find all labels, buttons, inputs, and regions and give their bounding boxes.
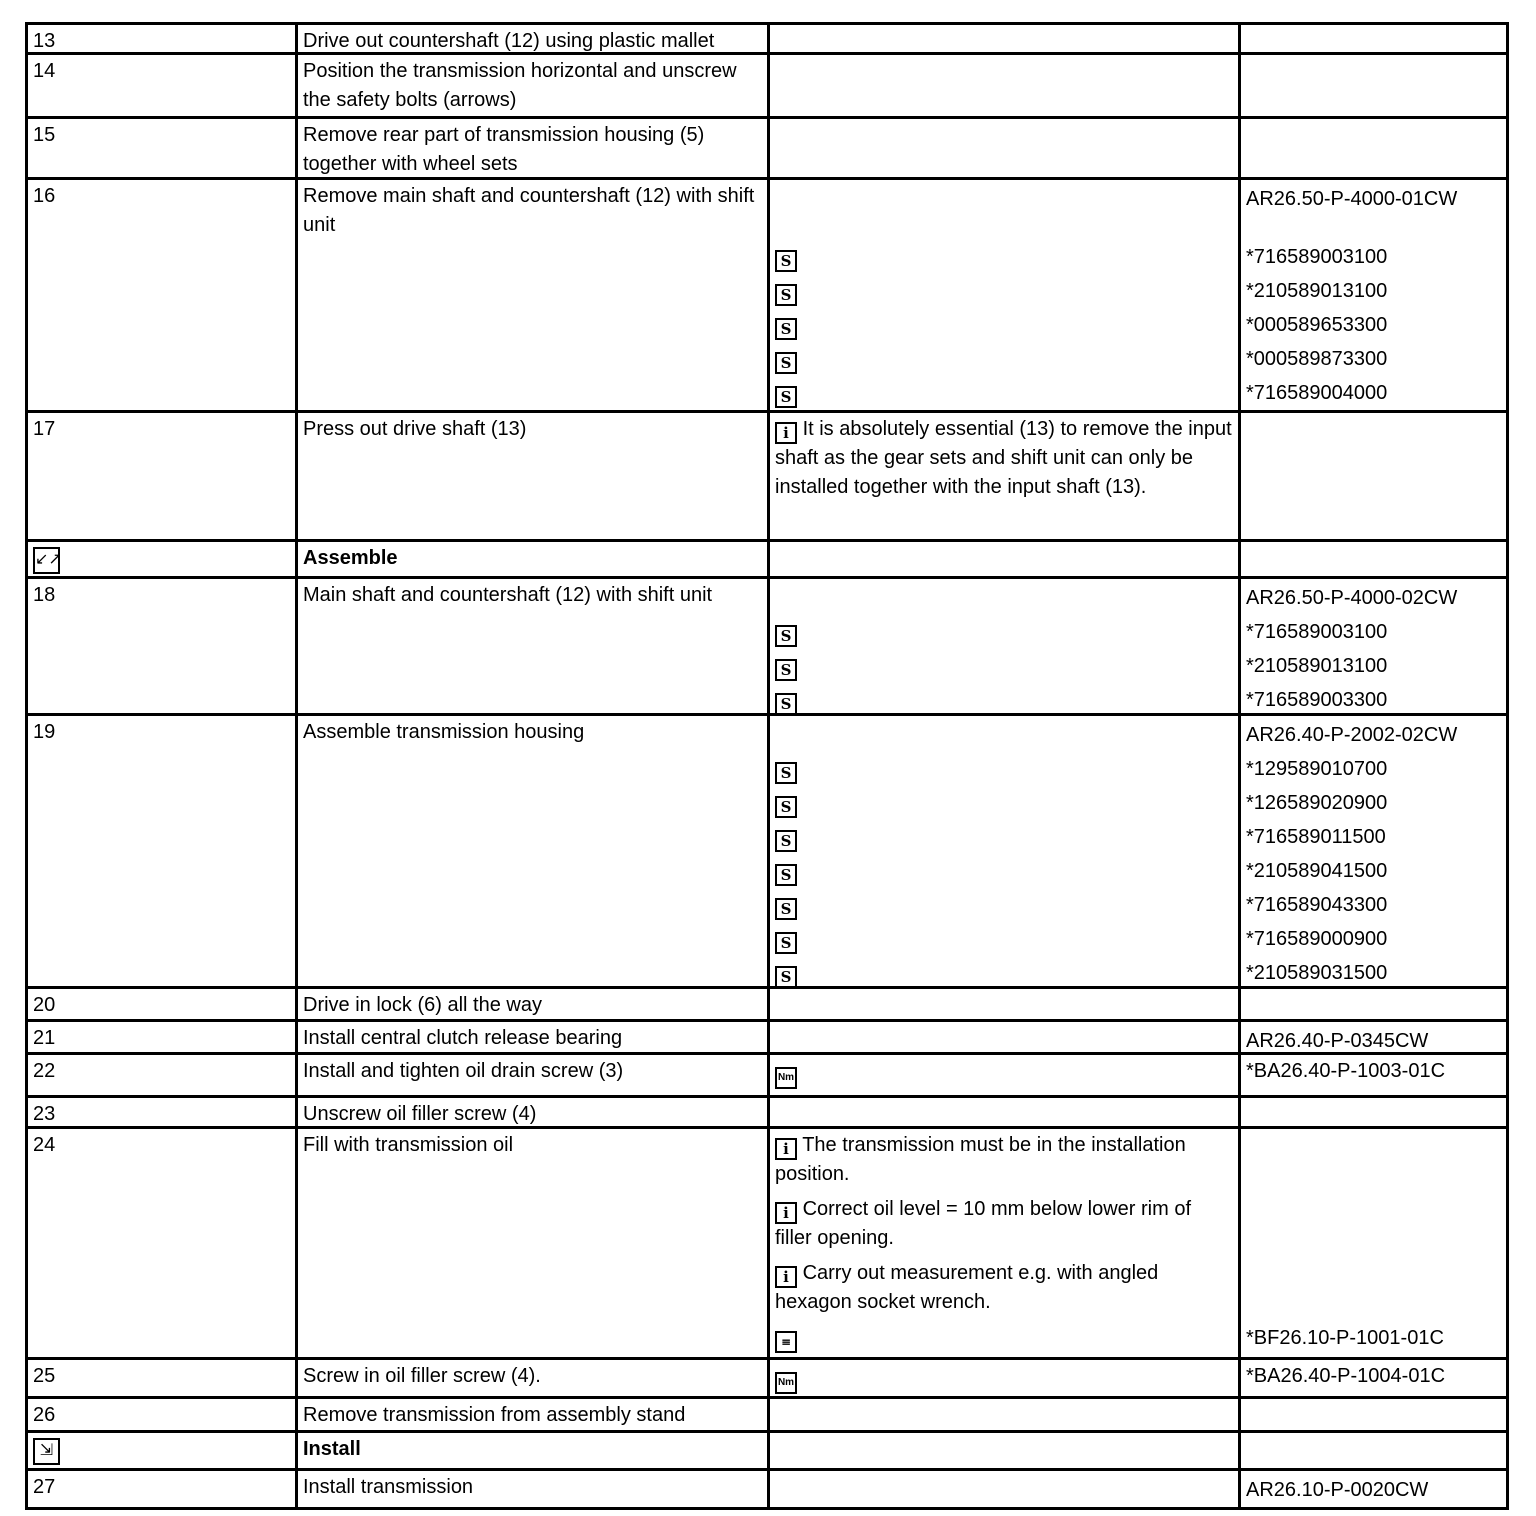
tool-number: *000589873300 [1246,348,1388,370]
reference-code: AR26.10-P-0020CW [1246,1479,1429,1501]
notes-cell [767,1022,1238,1052]
description-cell [295,989,767,1019]
special-tool-icon: S [775,386,797,408]
step-number: 21 [33,1027,56,1049]
tool-number: *716589003100 [1246,246,1388,268]
step-description: Drive in lock (6) all the way [303,994,542,1016]
step-cell [25,180,295,410]
step-description: Unscrew oil filler screw (4) [303,1103,537,1125]
description-cell [295,579,767,713]
step-number: 14 [33,60,56,82]
special-tool-icon: S [775,625,797,647]
reference-cell [1238,25,1509,52]
description-cell [295,542,767,576]
notes-cell [767,1433,1238,1468]
notes-cell [767,25,1238,52]
notes-cell [767,1399,1238,1430]
special-tool-icon: S [775,250,797,272]
step-number: 18 [33,584,56,606]
info-icon: i [775,1138,797,1160]
reference-cell [1238,1129,1509,1357]
description-cell [295,1055,767,1095]
note-text: The transmission must be in the installation position. [775,1134,1186,1185]
step-cell [25,1098,295,1126]
torque-spec: *BA26.40-P-1003-01C [1246,1060,1446,1082]
note-text: Correct oil level = 10 mm below lower rim of filler opening. [775,1198,1192,1249]
step-description: Screw in oil filler screw (4). [303,1365,541,1387]
procedure-table [25,22,1509,1510]
special-tool-icon: S [775,796,797,818]
special-tool-icon: S [775,762,797,784]
table-row [25,716,1509,989]
notes-cell [767,542,1238,576]
description-cell [295,180,767,410]
description-cell [295,119,767,177]
notes-cell [767,1098,1238,1126]
step-cell [25,1129,295,1357]
reference-cell [1238,716,1509,986]
step-cell [25,716,295,986]
step-description: Remove transmission from assembly stand [303,1404,686,1426]
tool-number: *210589031500 [1246,962,1388,984]
step-cell [25,1471,295,1507]
assemble-arrows-icon: ↙↗ [33,547,60,574]
reference-cell [1238,1360,1509,1396]
table-row [25,413,1509,542]
special-tool-icon: S [775,352,797,374]
info-icon: i [775,1266,797,1288]
step-description: Remove main shaft and countershaft (12) with shift unit [303,185,755,236]
step-description: Install transmission [303,1476,474,1498]
table-row [25,1098,1509,1129]
step-cell [25,989,295,1019]
step-cell [25,119,295,177]
reference-cell [1238,1471,1509,1507]
description-cell [295,1471,767,1507]
special-tool-icon: S [775,864,797,886]
step-cell [25,1433,295,1468]
reference-cell [1238,579,1509,713]
step-description: Remove rear part of transmission housing (5) together with wheel sets [303,124,705,175]
description-cell [295,1129,767,1357]
step-cell [25,55,295,116]
reference-cell [1238,413,1509,539]
special-tool-icon: S [775,318,797,340]
table-row [25,119,1509,180]
step-number: 26 [33,1404,56,1426]
tool-number: *126589020900 [1246,792,1388,814]
step-number: 16 [33,185,56,207]
info-icon: i [775,1202,797,1224]
step-number: 23 [33,1103,56,1125]
reference-cell [1238,55,1509,116]
step-description: Press out drive shaft (13) [303,418,527,440]
notes-cell [767,55,1238,116]
special-tool-icon: S [775,898,797,920]
notes-cell [767,1360,1238,1396]
step-cell [25,542,295,576]
special-tool-icon: S [775,659,797,681]
description-cell [295,1433,767,1468]
step-cell [25,1399,295,1430]
reference-cell [1238,989,1509,1019]
notes-cell [767,180,1238,410]
step-cell [25,1055,295,1095]
tool-number: *716589043300 [1246,894,1388,916]
tool-number: *716589003300 [1246,689,1388,711]
step-number: 24 [33,1134,56,1156]
torque-icon: Nm [775,1372,797,1394]
step-description: Install [303,1438,361,1460]
description-cell [295,1360,767,1396]
reference-cell [1238,1022,1509,1052]
table-row [25,55,1509,119]
reference-cell [1238,1433,1509,1468]
tool-number: *716589000900 [1246,928,1388,950]
table-row [25,1399,1509,1433]
notes-cell [767,413,1238,539]
special-tool-icon: S [775,830,797,852]
reference-code: AR26.50-P-4000-01CW [1246,188,1458,210]
notes-cell [767,1471,1238,1507]
description-cell [295,1022,767,1052]
tool-number: *716589004000 [1246,382,1388,404]
reference-cell [1238,1055,1509,1095]
fluid-icon: ≡ [775,1331,797,1353]
step-cell [25,1022,295,1052]
step-number: 25 [33,1365,56,1387]
info-icon: i [775,422,797,444]
tool-number: *000589653300 [1246,314,1388,336]
step-cell [25,579,295,713]
tool-number: *210589013100 [1246,655,1388,677]
step-number: 27 [33,1476,56,1498]
notes-cell [767,1055,1238,1095]
install-arrows-icon: ⇲ [33,1438,60,1465]
table-row [25,1360,1509,1399]
step-description: Main shaft and countershaft (12) with shift unit [303,584,713,606]
step-number: 20 [33,994,56,1016]
step-description: Fill with transmission oil [303,1134,514,1156]
torque-icon: Nm [775,1067,797,1089]
table-row [25,579,1509,716]
description-cell [295,716,767,986]
special-tool-icon: S [775,932,797,954]
notes-cell [767,716,1238,986]
step-description: Install and tighten oil drain screw (3) [303,1060,624,1082]
tool-number: *210589041500 [1246,860,1388,882]
description-cell [295,1399,767,1430]
step-number: 19 [33,721,56,743]
table-row [25,542,1509,579]
special-tool-icon: S [775,966,797,986]
step-cell [25,25,295,52]
notes-cell [767,119,1238,177]
step-description: Install central clutch release bearing [303,1027,623,1049]
description-cell [295,55,767,116]
step-description: Assemble transmission housing [303,721,585,743]
tool-number: *129589010700 [1246,758,1388,780]
tool-number: *716589011500 [1246,826,1386,848]
tool-number: *716589003100 [1246,621,1388,643]
description-cell [295,1098,767,1126]
step-number: 17 [33,418,56,440]
table-row [25,1129,1509,1360]
step-number: 22 [33,1060,56,1082]
step-description: Drive out countershaft (12) using plastic mallet [303,30,715,52]
torque-spec: *BA26.40-P-1004-01C [1246,1365,1446,1387]
special-tool-icon: S [775,284,797,306]
reference-cell [1238,119,1509,177]
reference-cell [1238,1098,1509,1126]
table-row [25,989,1509,1022]
notes-cell [767,1129,1238,1357]
step-cell [25,1360,295,1396]
notes-cell [767,989,1238,1019]
table-row [25,1471,1509,1510]
step-number: 13 [33,30,56,52]
special-tool-icon: S [775,693,797,713]
reference-cell [1238,180,1509,410]
reference-cell [1238,1399,1509,1430]
table-row [25,180,1509,413]
table-row [25,1055,1509,1098]
fluid-spec: *BF26.10-P-1001-01C [1246,1327,1444,1349]
table-row [25,25,1509,55]
step-cell [25,413,295,539]
table-row [25,1433,1509,1471]
step-description: Position the transmission horizontal and unscrew the safety bolts (arrows) [303,60,737,111]
step-description: Assemble [303,547,398,569]
description-cell [295,25,767,52]
note-text: Carry out measurement e.g. with angled hexagon socket wrench. [775,1262,1159,1313]
description-cell [295,413,767,539]
reference-cell [1238,542,1509,576]
table-row [25,1022,1509,1055]
notes-cell [767,579,1238,713]
tool-number: *210589013100 [1246,280,1388,302]
note-text: It is absolutely essential (13) to remove the input shaft as the gear sets and shift unit can only be installed together with the input shaft (13). [775,418,1232,498]
reference-code: AR26.40-P-0345CW [1246,1030,1429,1052]
reference-code: AR26.40-P-2002-02CW [1246,724,1458,746]
step-number: 15 [33,124,56,146]
reference-code: AR26.50-P-4000-02CW [1246,587,1458,609]
